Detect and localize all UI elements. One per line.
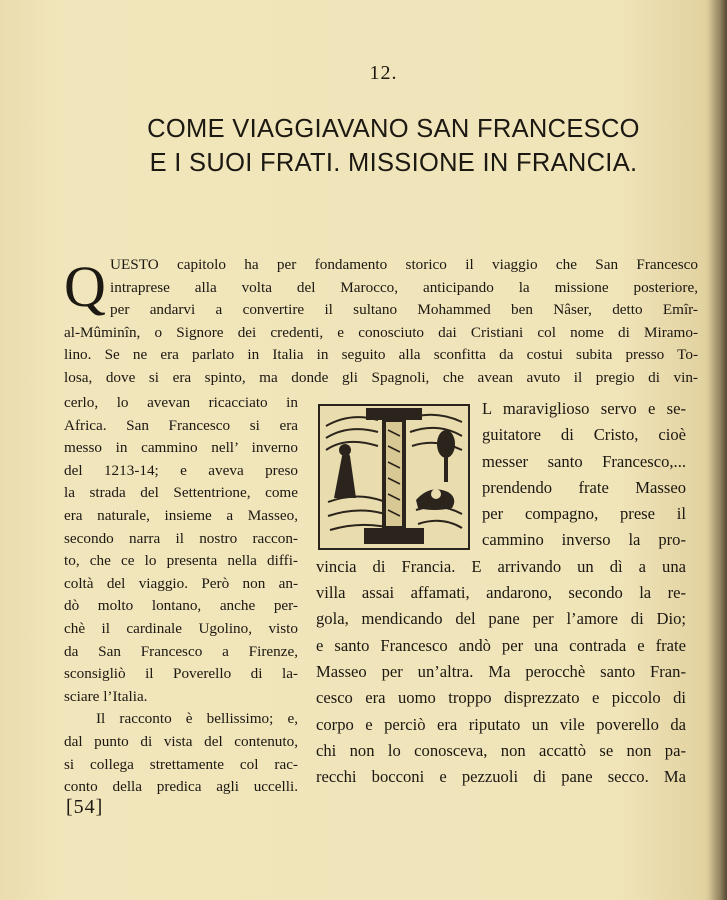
commentary-line: to, che ce lo presenta nella diffi-	[64, 552, 298, 570]
fioretti-line: guitatore di Cristo, cioè	[482, 425, 686, 445]
commentary-line: conto della predica agli uccelli.	[64, 778, 298, 796]
commentary-line: messo in cammino nell’ inverno	[64, 439, 298, 457]
intro-line: lino. Se ne era parlato in Italia in seguito alla sconfitta da costui subita presso To-	[64, 346, 698, 364]
fioretti-line: villa assai affamati, andarono, secondo la re-	[316, 583, 686, 603]
fioretti-line: per compagno, prese il	[482, 504, 686, 524]
intro-line: UESTO capitolo ha per fondamento storico il viaggio che San Francesco	[110, 256, 698, 273]
fioretti-line: e santo Francesco andò per una contrada e frate	[316, 635, 686, 655]
intro-paragraph	[64, 254, 698, 390]
commentary-line: sciare l’Italia.	[64, 687, 148, 705]
fioretti-line: cesco era uomo troppo disprezzato e piccolo di	[316, 688, 686, 708]
fioretti-line: cammino inverso la pro-	[482, 530, 686, 550]
chapter-number: 12.	[369, 62, 398, 84]
fioretti-text	[316, 396, 686, 790]
commentary-column	[64, 392, 298, 799]
fioretti-line: messer santo Francesco,...	[482, 451, 686, 471]
fioretti-line: recchi bocconi e pezzuoli di pane secco. Ma	[316, 767, 686, 787]
commentary-line: da San Francesco a Firenze,	[64, 642, 298, 660]
intro-line: intraprese alla volta del Marocco, anticipando la missione posteriore,	[110, 278, 698, 296]
intro-line: al-Mûminîn, o Signore dei credenti, e conosciuto dai Cristiani col nome di Miramo-	[64, 323, 698, 341]
commentary-line: sconsigliò il Poverello di la-	[64, 665, 298, 683]
commentary-line: dò molto lontano, anche per-	[64, 597, 298, 615]
page-number: [54]	[66, 796, 104, 818]
fioretti-line: corpo e perciò era riputato un vile poverello da	[316, 714, 686, 734]
commentary-line: cerlo, lo avevan ricacciato in	[64, 394, 298, 411]
fioretti-line: prendendo frate Masseo	[482, 477, 686, 497]
chapter-title	[60, 112, 727, 180]
commentary-line: secondo narra il nostro raccon-	[64, 529, 298, 547]
commentary-line: coltà del viaggio. Però non an-	[64, 574, 298, 592]
intro-line: losa, dove si era spinto, ma donde gli Spagnoli, che avean avuto il pregio di vin-	[64, 368, 698, 386]
commentary-line: la strada del Settentrione, come	[64, 484, 298, 502]
fioretti-line: L maraviglioso servo e se-	[482, 399, 686, 418]
drop-cap-q: Q	[64, 254, 106, 319]
intro-line: per andarvi a convertire il sultano Mohammed ben Nâser, detto Emîr-	[110, 301, 698, 319]
fioretti-line: vincia di Francia. E arrivando un dì a una	[316, 556, 686, 576]
fioretti-line: gola, mendicando del pane per l’amore di Dio;	[316, 609, 686, 629]
chapter-title-line-2: E I SUOI FRATI. MISSIONE IN FRANCIA.	[149, 149, 638, 177]
commentary-line: dal punto di vista del contenuto,	[64, 732, 298, 750]
commentary-line: Il racconto è bellissimo; e,	[96, 710, 298, 728]
commentary-line: era naturale, insieme a Masseo,	[64, 506, 298, 524]
commentary-line: Africa. San Francesco si era	[64, 416, 298, 434]
fioretti-line: Masseo per un’altra. Ma perocchè santo Fran-	[316, 661, 686, 681]
chapter-title-line-1: COME VIAGGIAVANO SAN FRANCESCO	[147, 115, 640, 143]
fioretti-line: chi non lo conosceva, non accattò se non pa-	[316, 740, 686, 760]
commentary-line: chè il cardinale Ugolino, visto	[64, 619, 298, 637]
commentary-line: del 1213-14; e aveva preso	[64, 461, 298, 479]
commentary-line: si collega strettamente col rac-	[64, 755, 298, 773]
